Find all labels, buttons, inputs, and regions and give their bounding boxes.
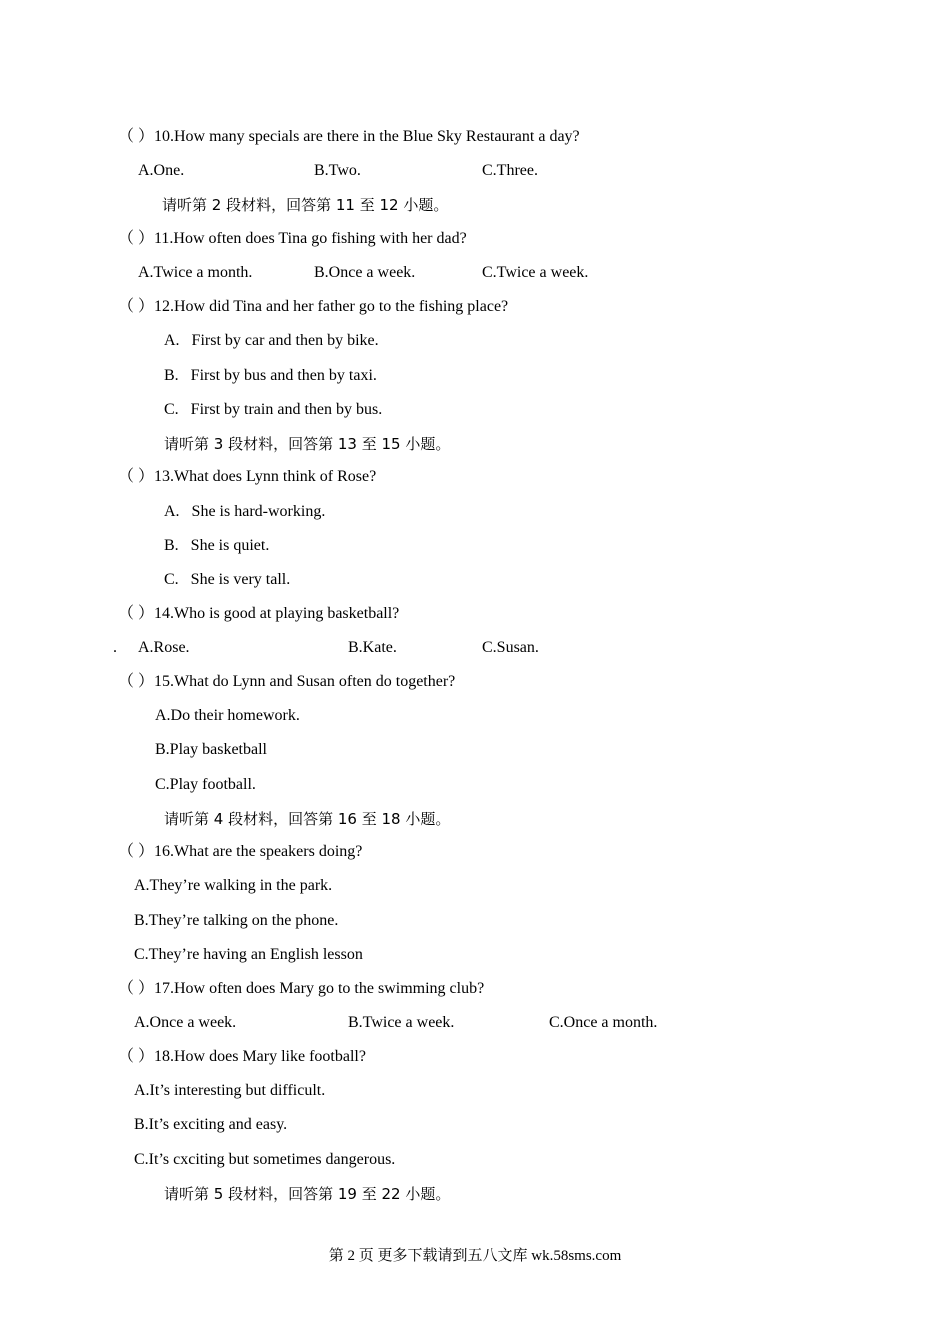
- page-footer: 第 2 页 更多下载请到五八文库 wk.58sms.com: [328, 1248, 622, 1264]
- question-16: （ ）16.What are the speakers doing?: [118, 843, 363, 860]
- option-14-c: C.Susan.: [482, 639, 539, 656]
- option-18-b: B.It’s exciting and easy.: [134, 1116, 288, 1133]
- stray-dot: .: [113, 639, 117, 656]
- question-13: （ ）13.What does Lynn think of Rose?: [118, 468, 377, 485]
- option-10-c: C.Three.: [482, 162, 538, 179]
- section-instruction-5: 请听第 5 段材料，回答第 19 至 22 小题。: [164, 1185, 451, 1203]
- section-instruction-3: 请听第 3 段材料，回答第 13 至 15 小题。: [164, 435, 451, 453]
- option-15-b: B.Play basketball: [155, 741, 267, 758]
- question-15: （ ）15.What do Lynn and Susan often do together?: [118, 673, 456, 690]
- option-11-c: C.Twice a week.: [482, 264, 589, 281]
- section-instruction-2: 请听第 2 段材料，回答第 11 至 12 小题。: [162, 196, 449, 214]
- option-16-a: A.They’re walking in the park.: [134, 877, 333, 894]
- option-17-b: B.Twice a week.: [348, 1014, 455, 1031]
- option-18-c: C.It’s cxciting but sometimes dangerous.: [134, 1151, 396, 1168]
- option-13-b: B. She is quiet.: [164, 537, 270, 554]
- option-14-b: B.Kate.: [348, 639, 397, 656]
- question-11: （ ）11.How often does Tina go fishing with her dad?: [118, 230, 467, 247]
- option-12-c: C. First by train and then by bus.: [164, 401, 383, 418]
- option-14-a: A.Rose.: [138, 639, 190, 656]
- question-10: （ ）10.How many specials are there in the Blue Sky Restaurant a day?: [118, 128, 580, 145]
- question-18: （ ）18.How does Mary like football?: [118, 1048, 366, 1065]
- question-14: （ ）14.Who is good at playing basketball?: [118, 605, 400, 622]
- question-17: （ ）17.How often does Mary go to the swimming club?: [118, 980, 485, 997]
- option-16-b: B.They’re talking on the phone.: [134, 912, 339, 929]
- option-17-a: A.Once a week.: [134, 1014, 237, 1031]
- option-16-c: C.They’re having an English lesson: [134, 946, 363, 963]
- option-15-c: C.Play football.: [155, 776, 256, 793]
- question-12: （ ）12.How did Tina and her father go to the fishing place?: [118, 298, 509, 315]
- option-18-a: A.It’s interesting but difficult.: [134, 1082, 326, 1099]
- option-15-a: A.Do their homework.: [155, 707, 300, 724]
- option-12-a: A. First by car and then by bike.: [164, 332, 379, 349]
- section-instruction-4: 请听第 4 段材料，回答第 16 至 18 小题。: [164, 810, 451, 828]
- option-10-b: B.Two.: [314, 162, 361, 179]
- option-13-a: A. She is hard-working.: [164, 503, 326, 520]
- option-11-b: B.Once a week.: [314, 264, 416, 281]
- option-11-a: A.Twice a month.: [138, 264, 253, 281]
- option-10-a: A.One.: [138, 162, 185, 179]
- option-17-c: C.Once a month.: [549, 1014, 658, 1031]
- option-12-b: B. First by bus and then by taxi.: [164, 367, 377, 384]
- option-13-c: C. She is very tall.: [164, 571, 291, 588]
